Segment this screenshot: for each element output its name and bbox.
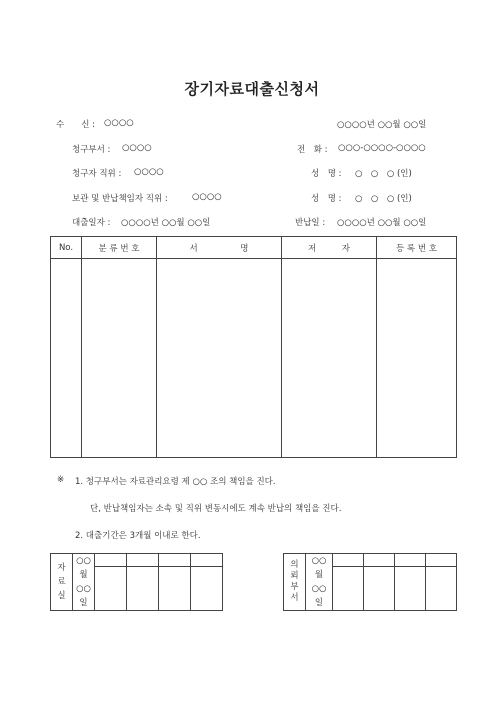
dept-sign-4[interactable]: [426, 567, 457, 611]
dept-sign-3[interactable]: [395, 567, 426, 611]
cell-registration-number[interactable]: [377, 259, 457, 458]
request-date: ○○○○년 ○○월 ○○일: [337, 120, 427, 130]
note-line-1: 1. 청구부서는 자료관리요령 제 ○○ 조의 책임을 진다.: [75, 477, 276, 487]
cell-author[interactable]: [282, 259, 377, 458]
requesting-dept-approval-box: [283, 553, 457, 611]
loan-date-value: ○○○○년 ○○월 ○○일: [121, 218, 211, 228]
header-author: 저 자: [282, 237, 377, 259]
phone-label: 전 화 :: [297, 145, 328, 155]
dept-date: ○○ 월 ○○ 일: [306, 554, 333, 611]
phone-value: ○○○-○○○○-○○○○: [338, 143, 426, 153]
name2-label: 성 명 :: [311, 194, 342, 204]
header-no: No.: [51, 237, 82, 259]
position-value: ○○○○: [134, 167, 164, 177]
library-sign-1[interactable]: [95, 567, 127, 611]
dept-sign-top-4[interactable]: [426, 554, 457, 567]
loan-items-table: [50, 236, 457, 458]
note-line-2: 단, 반납책임자는 소속 및 직위 변동시에도 계속 반납의 책임을 진다.: [90, 504, 342, 514]
header-registration-number: 등 록 번 호: [377, 237, 457, 259]
recipient-value: ○○○○: [104, 118, 134, 128]
dept-sign-top-2[interactable]: [364, 554, 395, 567]
cell-no[interactable]: [51, 259, 82, 458]
library-label: 자 료 실: [51, 554, 73, 611]
dept-sign-2[interactable]: [364, 567, 395, 611]
dept-sign-top-1[interactable]: [333, 554, 364, 567]
form-title: 장기자료대출신청서: [184, 80, 320, 98]
dept-sign-1[interactable]: [333, 567, 364, 611]
dept-label: 청구부서 :: [72, 145, 111, 155]
name1-label: 성 명 :: [311, 169, 342, 179]
library-sign-4[interactable]: [191, 567, 223, 611]
table-header-row: [51, 237, 457, 259]
cell-classification-number[interactable]: [82, 259, 157, 458]
note-mark: ※: [57, 475, 65, 485]
library-sign-top-2[interactable]: [127, 554, 159, 567]
loan-date-label: 대출일자 :: [72, 218, 111, 228]
note-line-3: 2. 대출기간은 3개월 이내로 한다.: [75, 531, 201, 541]
header-classification-number: 분 류 번 호: [82, 237, 157, 259]
library-sign-top-3[interactable]: [159, 554, 191, 567]
library-approval-box: [50, 553, 223, 611]
name1-value: ○ ○ ○ (인): [355, 169, 412, 179]
dept-value: ○○○○: [122, 143, 152, 153]
dept-label-vertical: 의 뢰 부 서: [284, 554, 306, 611]
return-date-label: 반납일 :: [295, 218, 326, 228]
cell-book-title[interactable]: [157, 259, 282, 458]
return-date-value: ○○○○년 ○○월 ○○일: [337, 218, 427, 228]
keeper-label: 보관 및 반납책임자 직위 :: [72, 194, 168, 204]
recipient-label: 수 신 :: [56, 120, 95, 130]
library-sign-3[interactable]: [159, 567, 191, 611]
library-date: ○○ 월 ○○ 일: [73, 554, 95, 611]
keeper-value: ○○○○: [192, 192, 222, 202]
library-sign-top-1[interactable]: [95, 554, 127, 567]
table-body-row: [51, 259, 457, 458]
library-sign-top-4[interactable]: [191, 554, 223, 567]
name2-value: ○ ○ ○ (인): [355, 194, 412, 204]
position-label: 청구자 직위 :: [72, 169, 122, 179]
header-book-title: 서 명: [157, 237, 282, 259]
library-sign-2[interactable]: [127, 567, 159, 611]
dept-sign-top-3[interactable]: [395, 554, 426, 567]
